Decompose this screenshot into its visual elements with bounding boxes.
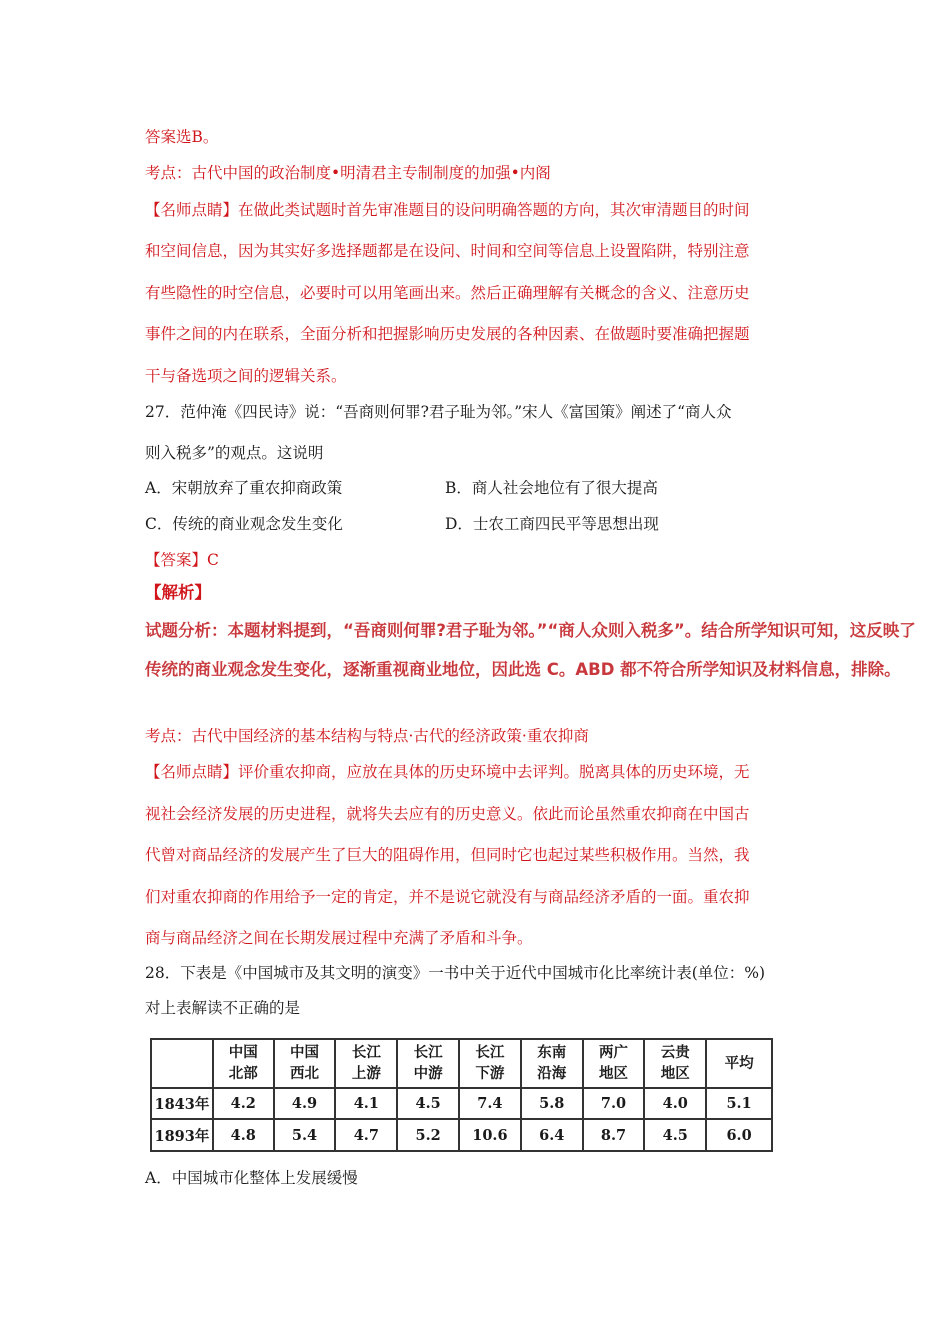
table-cell: 4.2 bbox=[213, 1088, 274, 1120]
table-header-cell: 长江 上游 bbox=[335, 1039, 397, 1088]
q27-dianjing-line-2: 视社会经济发展的历史进程，就将失去应有的历史意义。依此而论虽然重农抑商在中国古 bbox=[145, 805, 750, 823]
table-cell: 5.2 bbox=[397, 1119, 459, 1151]
table-cell: 7.0 bbox=[583, 1088, 645, 1120]
table-header-cell: 东南 沿海 bbox=[521, 1039, 583, 1088]
q27-answer: 【答案】C bbox=[145, 551, 219, 569]
q27-dianjing-line-1: 【名师点睛】评价重农抑商，应放在具体的历史环境中去评判。脱离具体的历史环境，无 bbox=[145, 763, 750, 781]
table-header-row bbox=[151, 1039, 772, 1088]
table-cell: 8.7 bbox=[583, 1119, 645, 1151]
table-header-cell: 中国 北部 bbox=[213, 1039, 274, 1088]
table-header-cell: 长江 下游 bbox=[459, 1039, 521, 1088]
table-cell: 4.5 bbox=[644, 1119, 706, 1151]
q27-analysis-line-1: 试题分析：本题材料提到，“吾商则何罪?君子耻为邻。”“商人众则入税多”。结合所学知识可知，这反映了 bbox=[145, 621, 916, 640]
table-cell: 1893年 bbox=[151, 1119, 213, 1151]
q27-dianjing-line-3: 代曾对商品经济的发展产生了巨大的阻碍作用，但同时它也起过某些积极作用。当然，我 bbox=[145, 846, 750, 864]
table-cell: 4.0 bbox=[644, 1088, 706, 1120]
q27-option-a: A．宋朝放弃了重农抑商政策 bbox=[145, 479, 343, 497]
table-row bbox=[151, 1119, 772, 1151]
q26-dianjing-line-5: 干与备选项之间的逻辑关系。 bbox=[145, 367, 347, 385]
table-cell: 1843年 bbox=[151, 1088, 213, 1120]
table-cell: 4.8 bbox=[213, 1119, 274, 1151]
table-header-cell: 长江 中游 bbox=[397, 1039, 459, 1088]
table-header-cell: 中国 西北 bbox=[274, 1039, 336, 1088]
q27-stem-line-1: 27．范仲淹《四民诗》说：“吾商则何罪?君子耻为邻。”宋人《富国策》阐述了“商人众 bbox=[145, 403, 732, 421]
table-cell: 7.4 bbox=[459, 1088, 521, 1120]
q26-answer: 答案选B。 bbox=[145, 128, 219, 146]
q27-option-d: D．士农工商四民平等思想出现 bbox=[445, 515, 659, 533]
table-cell: 5.8 bbox=[521, 1088, 583, 1120]
table-row bbox=[151, 1088, 772, 1120]
table-header-cell: 平均 bbox=[706, 1039, 772, 1088]
q27-option-b: B．商人社会地位有了很大提高 bbox=[445, 479, 658, 497]
q28-option-a: A．中国城市化整体上发展缓慢 bbox=[145, 1169, 358, 1187]
table-header-cell: 两广 地区 bbox=[583, 1039, 645, 1088]
q26-dianjing-line-4: 事件之间的内在联系，全面分析和把握影响历史发展的各种因素、在做题时要准确把握题 bbox=[145, 325, 750, 343]
table-cell: 6.0 bbox=[706, 1119, 772, 1151]
q28-stem-line-1: 28．下表是《中国城市及其文明的演变》一书中关于近代中国城市化比率统计表(单位：%) bbox=[145, 964, 766, 982]
q27-kaodian: 考点：古代中国经济的基本结构与特点·古代的经济政策·重农抑商 bbox=[145, 727, 589, 745]
q27-analysis-line-2: 传统的商业观念发生变化，逐渐重视商业地位，因此选 C。ABD 都不符合所学知识及材料信息，排除。 bbox=[145, 660, 901, 679]
table-cell: 5.4 bbox=[274, 1119, 336, 1151]
table-cell: 4.1 bbox=[335, 1088, 397, 1120]
q27-dianjing-line-4: 们对重农抑商的作用给予一定的肯定，并不是说它就没有与商品经济矛盾的一面。重农抑 bbox=[145, 888, 750, 906]
q26-kaodian: 考点：古代中国的政治制度•明清君主专制制度的加强•内阁 bbox=[145, 164, 551, 182]
table-header-cell: 云贵 地区 bbox=[644, 1039, 706, 1088]
table-cell: 4.7 bbox=[335, 1119, 397, 1151]
urbanization-table bbox=[150, 1038, 773, 1152]
table-cell: 4.5 bbox=[397, 1088, 459, 1120]
table-cell: 6.4 bbox=[521, 1119, 583, 1151]
q26-dianjing-line-3: 有些隐性的时空信息，必要时可以用笔画出来。然后正确理解有关概念的含义、注意历史 bbox=[145, 284, 750, 302]
q26-dianjing-line-1: 【名师点睛】在做此类试题时首先审准题目的设问明确答题的方向，其次审清题目的时间 bbox=[145, 201, 750, 219]
q27-jiexi-heading: 【解析】 bbox=[145, 583, 211, 602]
table-cell: 4.9 bbox=[274, 1088, 336, 1120]
table-cell: 5.1 bbox=[706, 1088, 772, 1120]
q27-dianjing-line-5: 商与商品经济之间在长期发展过程中充满了矛盾和斗争。 bbox=[145, 929, 533, 947]
table-cell: 10.6 bbox=[459, 1119, 521, 1151]
table-header-cell bbox=[151, 1039, 213, 1088]
q26-dianjing-line-2: 和空间信息，因为其实好多选择题都是在设问、时间和空间等信息上设置陷阱，特别注意 bbox=[145, 242, 750, 260]
q27-option-c: C．传统的商业观念发生变化 bbox=[145, 515, 343, 533]
q27-stem-line-2: 则入税多”的观点。这说明 bbox=[145, 444, 324, 462]
q28-stem-line-2: 对上表解读不正确的是 bbox=[145, 999, 301, 1017]
